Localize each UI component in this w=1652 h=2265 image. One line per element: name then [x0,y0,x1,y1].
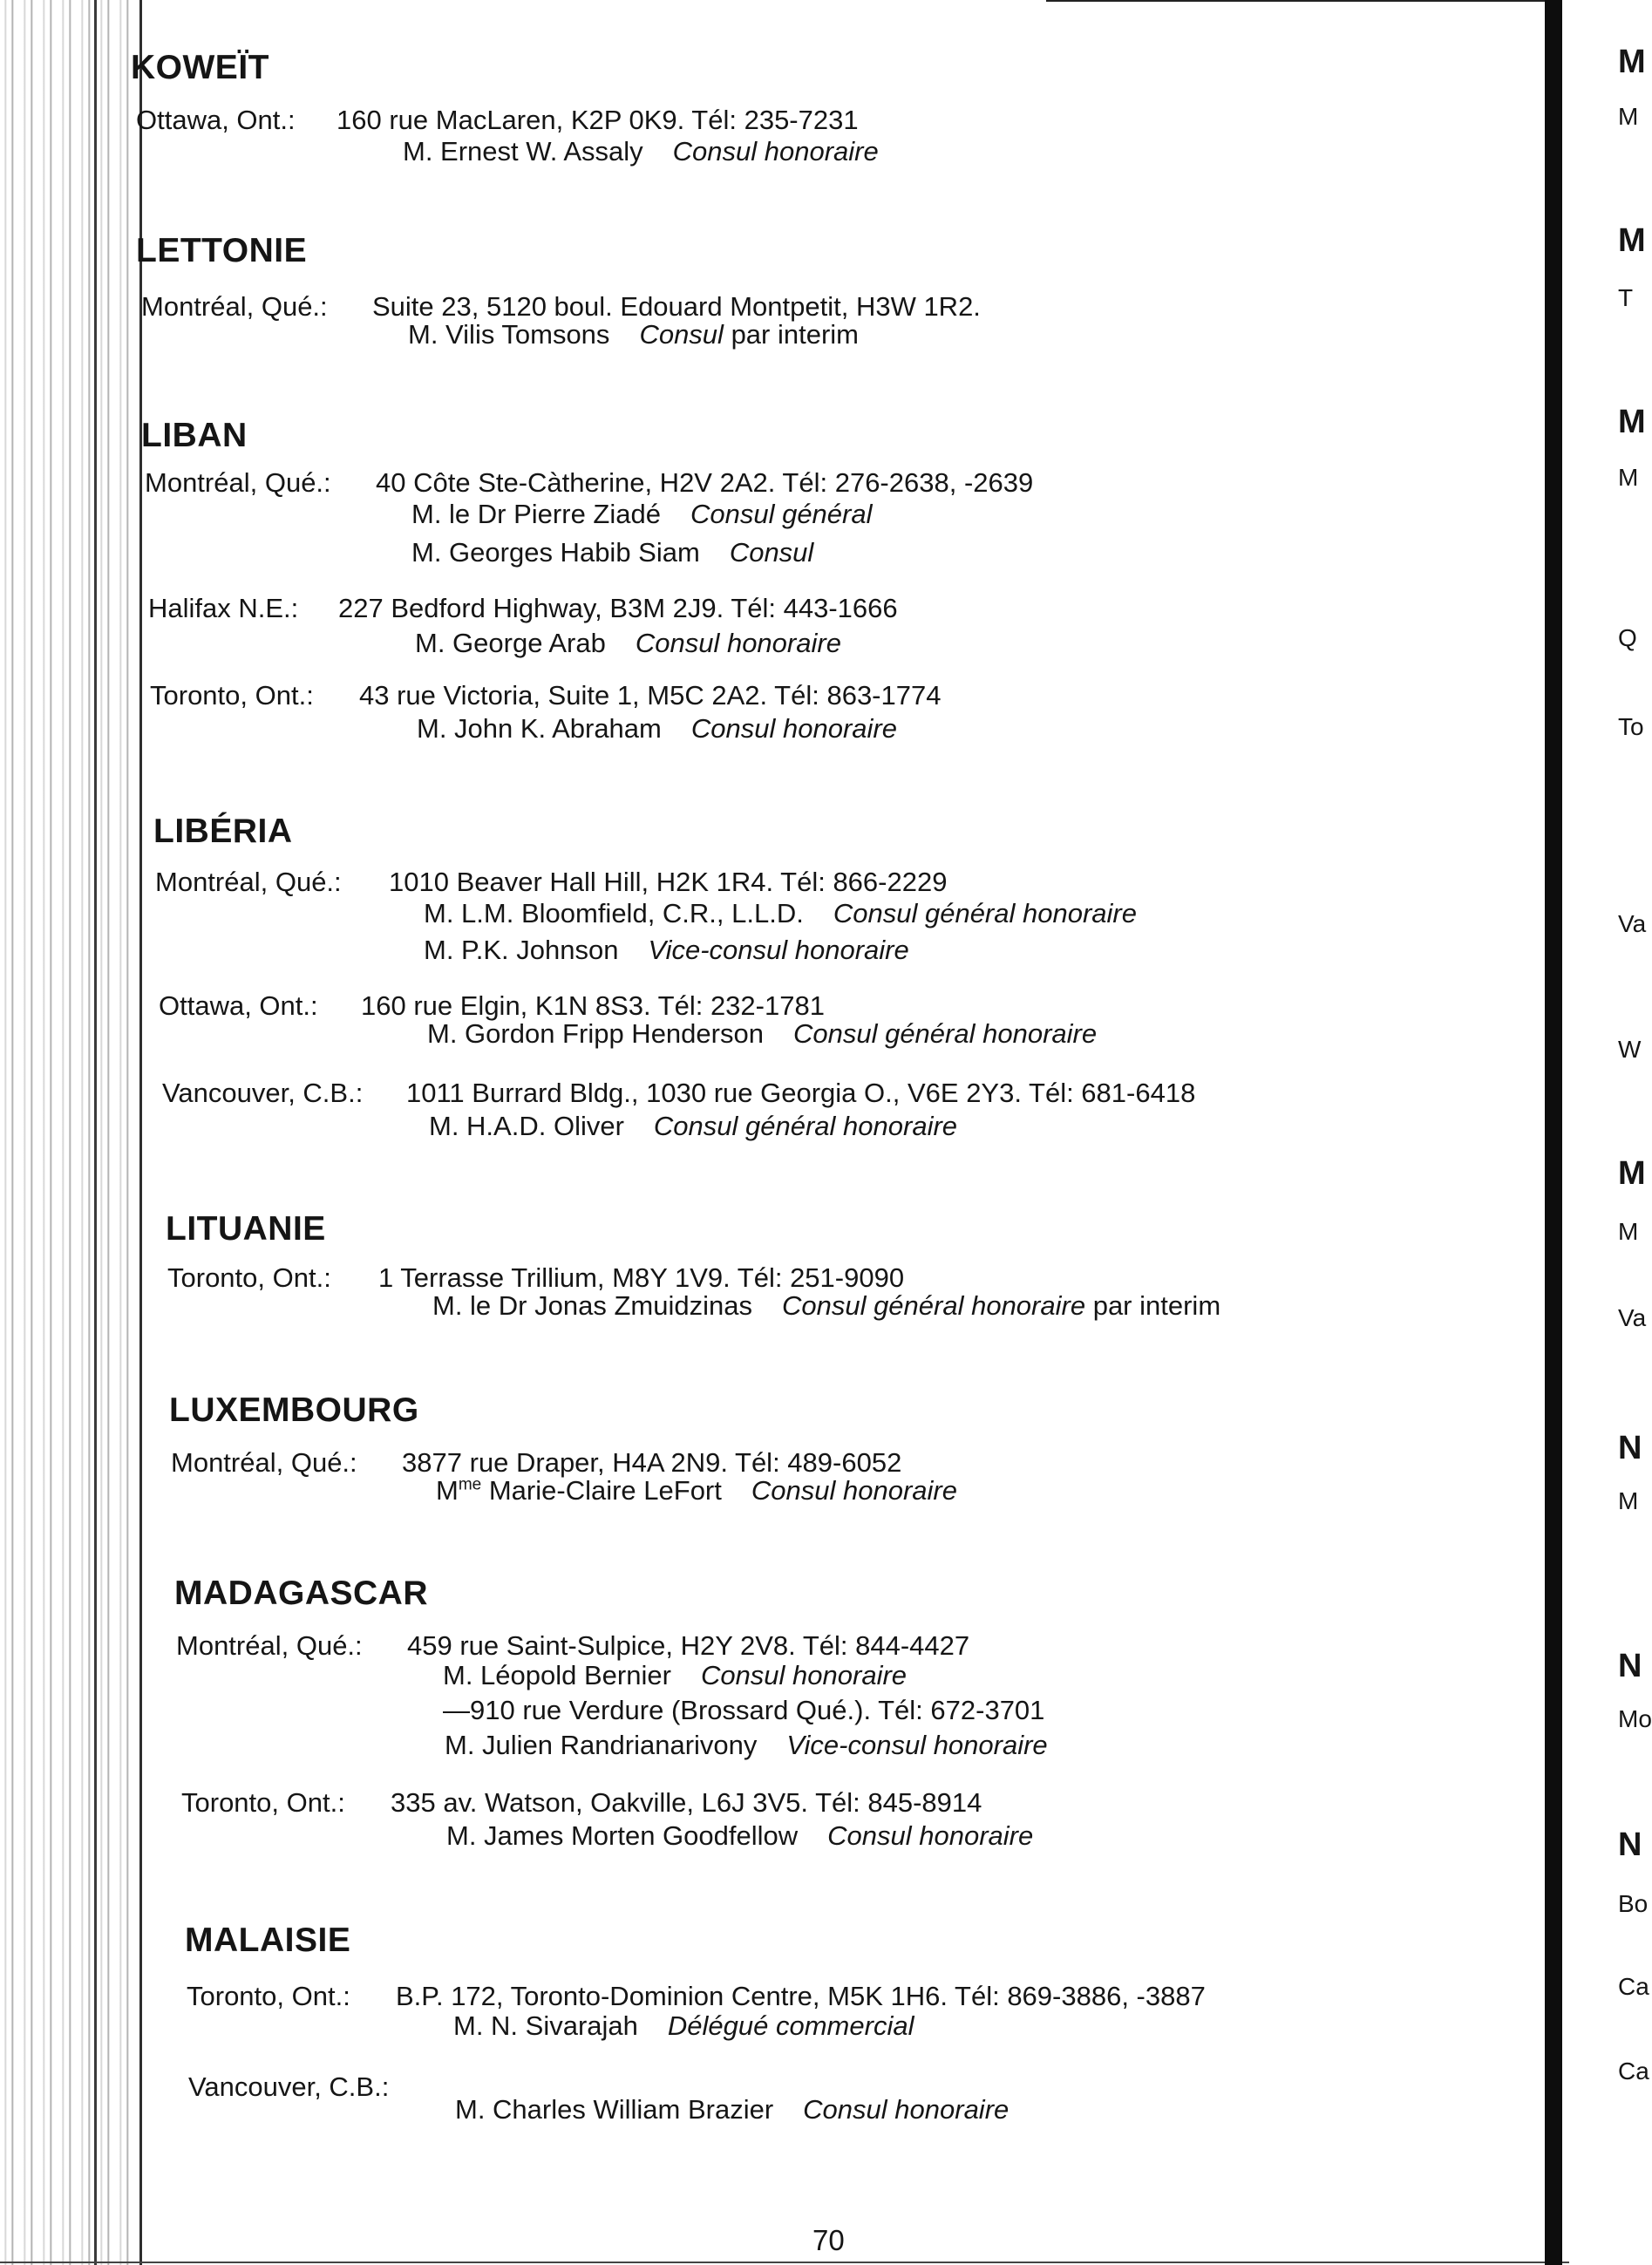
facing-page [1567,0,1652,2265]
official-name: M. le Dr Pierre Ziadé [411,499,661,529]
official-title: Consul général honoraire [833,898,1137,928]
office-city: Montréal, Qué.: [141,291,328,322]
office-address: B.P. 172, Toronto-Dominion Centre, M5K 1H6. Tél: 869-3886, -3887 [396,1981,1206,2011]
office-address: 160 rue MacLaren, K2P 0K9. Tél: 235-7231 [337,105,859,135]
official [429,1111,957,1142]
country-heading: KOWEÏT [131,49,269,86]
official [424,935,909,966]
official [455,2094,1009,2126]
official-title: Délégué commercial [667,2010,914,2041]
official-name: M. Vilis Tomsons [408,319,610,350]
office-city: Vancouver, C.B.: [188,2071,390,2102]
facing-fragment: T [1618,284,1634,311]
page-number: 70 [812,2224,845,2256]
facing-fragment: N [1618,1826,1642,1863]
official [415,628,841,659]
official [432,1290,1220,1322]
office-address: 1010 Beaver Hall Hill, H2K 1R4. Tél: 866-2229 [389,867,948,897]
office-city: Montréal, Qué.: [171,1447,357,1478]
official-name: M. Léopold Bernier [443,1660,671,1690]
official-title: Vice-consul honoraire [786,1730,1048,1760]
facing-fragment: Q [1618,624,1637,651]
official-name: M. James Morten Goodfellow [446,1820,799,1851]
official [445,1730,1048,1761]
official-title: Consul [729,537,814,568]
binding-edge [0,0,131,2265]
office-address: 40 Côte Ste-Càtherine, H2V 2A2. Tél: 276-2638, -2639 [376,467,1034,498]
official-name: M. Julien Randrianarivony [445,1730,758,1760]
facing-fragment: To [1618,713,1644,740]
office-city: Vancouver, C.B.: [162,1078,364,1108]
office-city: Montréal, Qué.: [145,467,331,498]
facing-fragment: Mo [1618,1705,1652,1732]
facing-fragment: M [1618,1487,1639,1514]
country-heading: LIBÉRIA [153,813,293,850]
office-line [148,593,1369,628]
country-heading: MALAISIE [185,1922,351,1959]
facing-fragment: M [1618,103,1639,130]
official-title: Consul général [690,499,873,529]
official [408,319,859,350]
directory-page [131,0,1526,2265]
official-name: M. N. Sivarajah [453,2010,638,2041]
facing-fragment: N [1618,1648,1642,1684]
facing-fragment: Va [1618,910,1647,937]
binding-line [94,0,97,2265]
facing-fragment: M [1618,44,1646,80]
official-title: Consul honoraire [690,713,897,744]
country-heading: LIBAN [141,417,248,454]
country-heading: MADAGASCAR [174,1575,428,1612]
facing-fragment: Ca [1618,2058,1649,2085]
official [446,1820,1033,1852]
official-name: M. le Dr Jonas Zmuidzinas [432,1290,752,1321]
official-name: M. L.M. Bloomfield, C.R., L.L.D. [424,898,804,928]
facing-fragment: Bo [1618,1890,1649,1917]
official-title-suffix: par interim [731,319,859,350]
official-title-suffix: par interim [1092,1290,1221,1321]
official-name: Marie-Claire LeFort [488,1475,722,1506]
official [417,713,897,745]
official [411,537,813,568]
official-name-prefix-sup: me [458,1475,482,1494]
official [453,2010,914,2042]
official-name: M. Gordon Fripp Henderson [427,1018,764,1049]
office-address: 160 rue Elgin, K1N 8S3. Tél: 232-1781 [361,990,825,1021]
facing-fragment: M [1618,404,1646,440]
secondary-address [443,1695,1044,1726]
official-name-prefix: M [436,1475,459,1506]
facing-fragment: M [1618,464,1639,491]
office-city: Ottawa, Ont.: [136,105,296,135]
official-title: Consul général honoraire [653,1111,958,1141]
official-title: Consul honoraire [672,136,879,167]
office-address: 1 Terrasse Trillium, M8Y 1V9. Tél: 251-9090 [378,1262,905,1293]
country-heading: LUXEMBOURG [169,1391,419,1429]
official-title: Consul honoraire [827,1820,1034,1851]
office-line [145,467,1365,502]
office-address: Suite 23, 5120 boul. Edouard Montpetit, H3W 1R2. [372,291,981,322]
office-line [162,1078,1400,1112]
office-address: 3877 rue Draper, H4A 2N9. Tél: 489-6052 [402,1447,902,1478]
office-line [150,680,1370,715]
facing-fragment: Ca [1618,1973,1649,2000]
official-name: M. George Arab [415,628,606,658]
official [403,136,879,167]
office-address: 227 Bedford Highway, B3M 2J9. Tél: 443-1666 [338,593,898,623]
official [436,1475,957,1507]
office-city: Toronto, Ont.: [181,1787,345,1818]
official-title: Consul général honoraire [781,1290,1086,1321]
official-name: M. P.K. Johnson [424,935,619,965]
office-address: 335 av. Watson, Oakville, L6J 3V5. Tél: 845-8914 [391,1787,982,1818]
official-name: M. John K. Abraham [417,713,662,744]
official-name: M. H.A.D. Oliver [429,1111,624,1141]
facing-fragment: Va [1618,1304,1647,1331]
official-title: Consul honoraire [635,628,841,658]
facing-page-edge [1545,0,1562,2265]
office-city: Toronto, Ont.: [187,1981,350,2011]
office-address: 459 rue Saint-Sulpice, H2Y 2V8. Tél: 844-4427 [407,1630,970,1661]
official-title: Consul honoraire [700,1660,908,1690]
official-name: M. Ernest W. Assaly [403,136,643,167]
official-name: M. Georges Habib Siam [411,537,700,568]
facing-fragment: M [1618,1155,1646,1192]
office-address: 43 rue Victoria, Suite 1, M5C 2A2. Tél: 863-1774 [359,680,942,711]
office-city: Ottawa, Ont.: [159,990,318,1021]
facing-fragment: N [1618,1430,1642,1466]
office-city: Toronto, Ont.: [150,680,314,711]
office-address: 1011 Burrard Bldg., 1030 rue Georgia O., V6E 2Y3. Tél: 681-6418 [406,1078,1196,1108]
official [427,1018,1097,1050]
office-city: Toronto, Ont.: [167,1262,331,1293]
country-heading: LITUANIE [166,1210,326,1248]
official-name: M. Charles William Brazier [455,2094,774,2125]
official-title: Consul [639,319,724,350]
official [411,499,873,530]
office-line [181,1787,1402,1822]
official-title: Consul honoraire [803,2094,1010,2125]
office-city: Montréal, Qué.: [155,867,342,897]
office-city: Halifax N.E.: [148,593,299,623]
facing-fragment: M [1618,1218,1639,1245]
facing-fragment: W [1618,1036,1642,1063]
official [443,1660,907,1691]
official-title: Consul honoraire [751,1475,957,1506]
office-line [155,867,1376,901]
country-heading: LETTONIE [136,232,308,269]
official-title: Vice-consul honoraire [648,935,909,965]
facing-fragment: M [1618,222,1646,259]
official [424,898,1137,929]
office-line [136,105,1356,139]
official-title: Consul général honoraire [792,1018,1098,1049]
secondary-address-text: —910 rue Verdure (Brossard Qué.). Tél: 672-3701 [443,1695,1045,1725]
office-city: Montréal, Qué.: [176,1630,363,1661]
